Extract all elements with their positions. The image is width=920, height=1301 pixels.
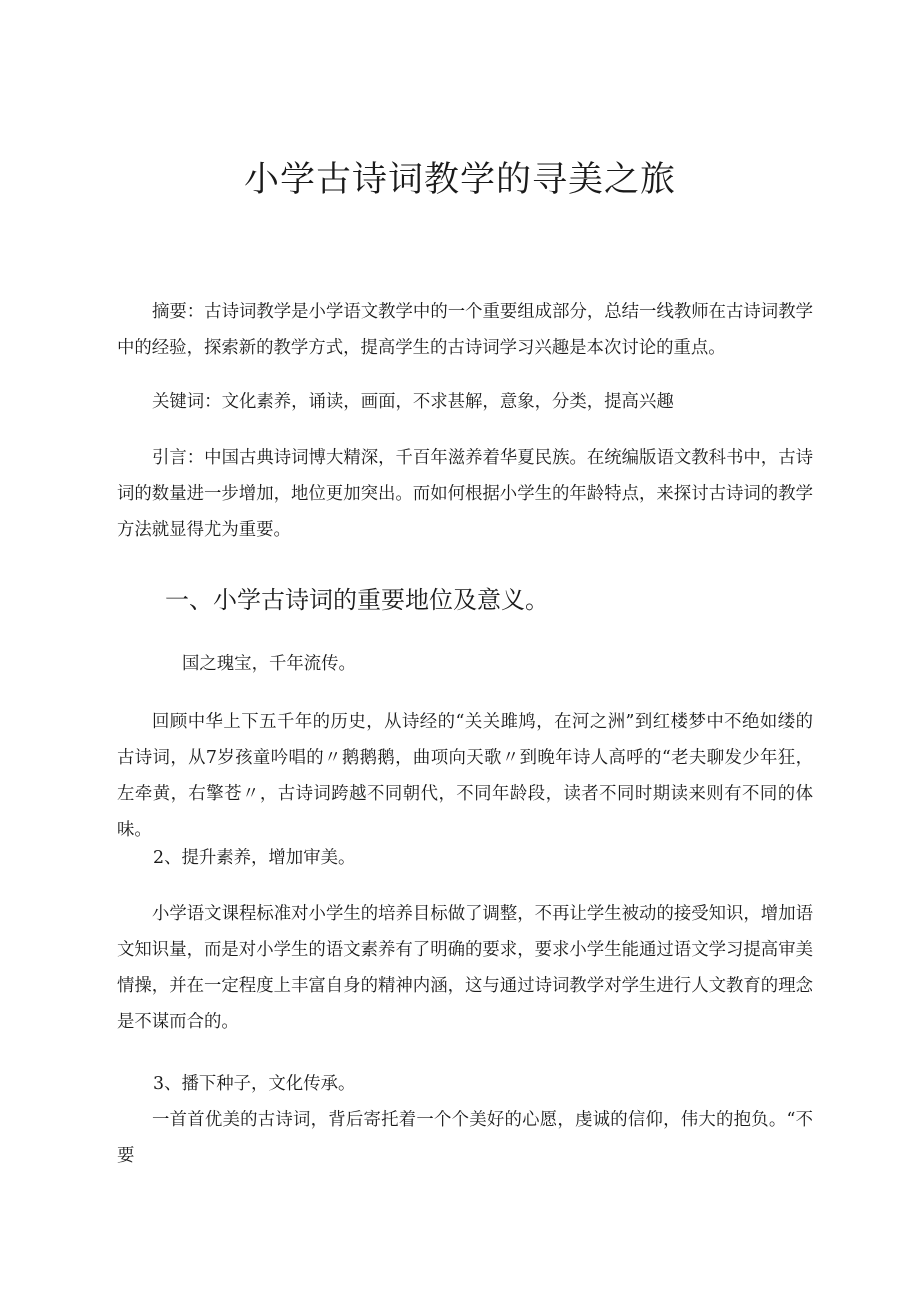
point2-body: 小学语文课程标准对小学生的培养目标做了调整，不再让学生被动的接受知识，增加语文知识量，而是对小学生的语文素养有了明确的要求，要求小学生能通过语文学习提高审美情操，并在一定程度上丰富自身的精神内涵，这与通过诗词教学对学生进行人文教育的理念是不谋而合的。	[117, 904, 813, 1032]
abstract-paragraph: 摘要：古诗词教学是小学语文教学中的一个重要组成部分，总结一线教师在古诗词教学中的经验，探索新的教学方式，提高学生的古诗词学习兴趣是本次讨论的重点。	[117, 302, 813, 358]
point3-body: 一首首优美的古诗词，背后寄托着一个个美好的心愿，虔诚的信仰，伟大的抱负。“不要	[117, 1110, 813, 1166]
introduction-paragraph: 引言：中国古典诗词博大精深，千百年滋养着华夏民族。在统编版语文教科书中，古诗词的数量进一步增加，地位更加突出。而如何根据小学生的年龄特点，来探讨古诗词的教学方法就显得尤为重要。	[117, 448, 813, 540]
point1-title: 国之瑰宝，千年流传。	[182, 654, 356, 674]
point1-body: 回顾中华上下五千年的历史，从诗经的“关关雎鸠，在河之洲”到红楼梦中不绝如缕的古诗词，从7岁孩童吟唱的〃鹅鹅鹅，曲项向天歌〃到晚年诗人高呼的“老夫聊发少年狂，左牵黄，右擎苍〃，古诗词跨越不同朝代，不同年龄段，读者不同时期读来则有不同的体味。	[117, 712, 813, 840]
section-heading: 一、小学古诗词的重要地位及意义。	[165, 586, 549, 614]
keywords-paragraph: 关键词：文化素养，诵读，画面，不求甚解，意象，分类，提高兴趣	[152, 392, 674, 412]
document-title: 小学古诗词教学的寻美之旅	[243, 160, 676, 200]
point2-title: 2、提升素养，增加审美。	[153, 848, 356, 868]
point3-title: 3、播下种子，文化传承。	[153, 1074, 356, 1094]
